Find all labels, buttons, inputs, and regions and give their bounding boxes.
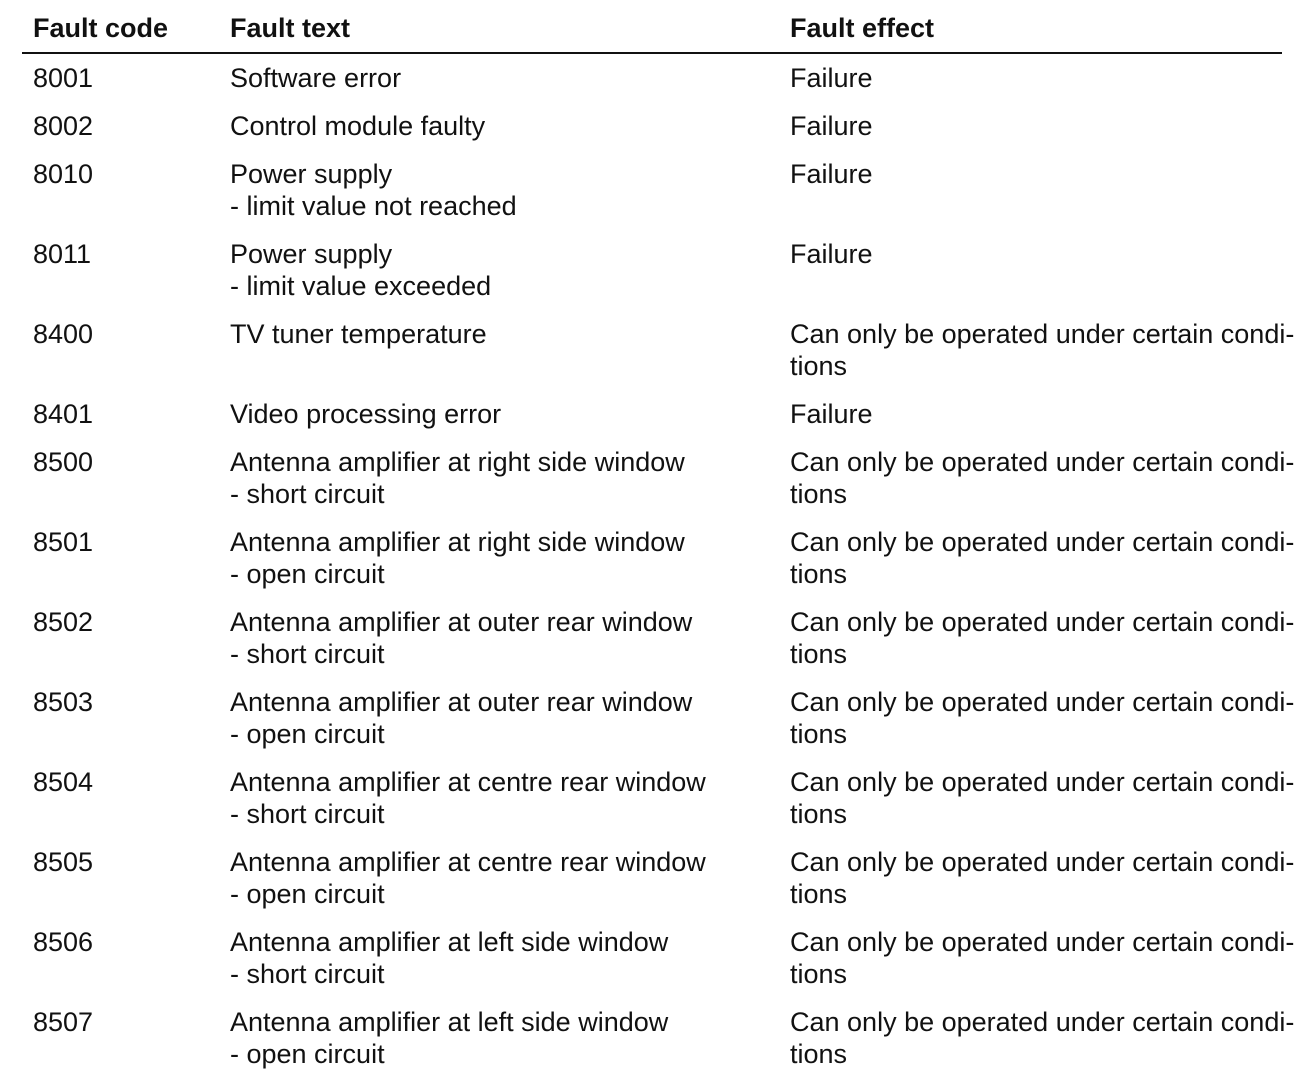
header-fault-code: Fault code xyxy=(33,13,169,43)
fault-text-line: - open circuit xyxy=(230,719,385,749)
fault-effect-line: Failure xyxy=(790,159,873,189)
fault-text-cell xyxy=(230,606,780,670)
fault-effect-cell xyxy=(790,110,1280,142)
fault-text-cell xyxy=(230,398,780,430)
fault-code-cell: 8505 xyxy=(33,847,94,877)
fault-effect-cell xyxy=(790,446,1295,510)
fault-text-cell xyxy=(230,766,780,830)
fault-code-cell: 8503 xyxy=(33,687,94,717)
table-row xyxy=(22,918,1295,998)
table-row xyxy=(22,230,1282,310)
fault-effect-line: Can only be operated under certain condi- xyxy=(790,1007,1295,1037)
fault-effect-line: Failure xyxy=(790,239,873,269)
fault-text-line: Antenna amplifier at right side window xyxy=(230,527,685,557)
fault-text-line: - open circuit xyxy=(230,559,385,589)
fault-text-line: TV tuner temperature xyxy=(230,319,487,349)
fault-effect-line: tions xyxy=(790,879,848,909)
fault-text-line: Software error xyxy=(230,63,402,93)
fault-text-line: Antenna amplifier at right side window xyxy=(230,447,685,477)
fault-effect-cell xyxy=(790,526,1295,590)
table-row xyxy=(22,310,1295,390)
fault-effect-line: tions xyxy=(790,479,848,509)
fault-text-line: Antenna amplifier at left side window xyxy=(230,927,669,957)
fault-effect-cell xyxy=(790,158,1280,190)
fault-text-line: Antenna amplifier at left side window xyxy=(230,1007,669,1037)
fault-effect-cell xyxy=(790,606,1295,670)
fault-code-cell: 8400 xyxy=(33,319,94,349)
fault-effect-line: Can only be operated under certain condi- xyxy=(790,607,1295,637)
fault-text-cell xyxy=(230,158,780,222)
fault-text-cell xyxy=(230,846,780,910)
fault-code-cell: 8001 xyxy=(33,63,94,93)
table-row xyxy=(22,758,1295,838)
fault-effect-line: tions xyxy=(790,559,848,589)
fault-text-cell xyxy=(230,110,780,142)
fault-effect-line: tions xyxy=(790,719,848,749)
fault-effect-line: Can only be operated under certain condi- xyxy=(790,767,1295,797)
fault-code-cell: 8502 xyxy=(33,607,94,637)
fault-code-cell: 8507 xyxy=(33,1007,94,1037)
fault-effect-cell xyxy=(790,398,1280,430)
table-header-row xyxy=(22,10,1282,54)
fault-text-line: Antenna amplifier at centre rear window xyxy=(230,847,706,877)
fault-code-cell: 8504 xyxy=(33,767,94,797)
table-row xyxy=(22,54,1282,102)
fault-effect-line: Failure xyxy=(790,63,873,93)
fault-effect-line: tions xyxy=(790,1039,848,1069)
fault-code-cell: 8010 xyxy=(33,159,94,189)
fault-text-cell xyxy=(230,686,780,750)
fault-code-cell: 8401 xyxy=(33,399,94,429)
fault-effect-line: Can only be operated under certain condi- xyxy=(790,527,1295,557)
fault-text-line: - open circuit xyxy=(230,879,385,909)
fault-text-line: Control module faulty xyxy=(230,111,486,141)
table-row xyxy=(22,438,1295,518)
fault-text-line: Antenna amplifier at outer rear window xyxy=(230,687,693,717)
fault-text-line: Antenna amplifier at outer rear window xyxy=(230,607,693,637)
fault-text-cell xyxy=(230,926,780,990)
table-row xyxy=(22,838,1295,918)
fault-effect-cell xyxy=(790,238,1280,270)
fault-text-line: - short circuit xyxy=(230,959,385,989)
fault-text-cell xyxy=(230,62,780,94)
fault-effect-line: Can only be operated under certain condi- xyxy=(790,319,1295,349)
fault-text-cell xyxy=(230,318,780,350)
header-fault-effect: Fault effect xyxy=(790,13,935,43)
fault-text-line: Power supply xyxy=(230,159,393,189)
fault-effect-cell xyxy=(790,846,1295,910)
fault-text-cell xyxy=(230,526,780,590)
fault-effect-line: tions xyxy=(790,959,848,989)
fault-effect-cell xyxy=(790,62,1280,94)
fault-code-cell: 8011 xyxy=(33,239,92,269)
fault-effect-line: Can only be operated under certain condi- xyxy=(790,447,1295,477)
fault-effect-line: Can only be operated under certain condi- xyxy=(790,847,1295,877)
fault-text-line: - short circuit xyxy=(230,799,385,829)
fault-effect-cell xyxy=(790,926,1295,990)
fault-text-line: - open circuit xyxy=(230,1039,385,1069)
fault-code-cell: 8002 xyxy=(33,111,94,141)
fault-text-line: - short circuit xyxy=(230,479,385,509)
fault-text-line: Antenna amplifier at centre rear window xyxy=(230,767,706,797)
table-row xyxy=(22,678,1295,758)
fault-effect-line: tions xyxy=(790,799,848,829)
table-row xyxy=(22,598,1295,678)
table-row xyxy=(22,518,1295,598)
table-row xyxy=(22,998,1295,1078)
fault-effect-line: Can only be operated under certain condi- xyxy=(790,687,1295,717)
fault-text-line: - short circuit xyxy=(230,639,385,669)
fault-code-cell: 8506 xyxy=(33,927,94,957)
fault-effect-cell xyxy=(790,1006,1295,1070)
fault-code-cell: 8500 xyxy=(33,447,94,477)
fault-text-cell xyxy=(230,238,780,302)
table-row xyxy=(22,150,1282,230)
fault-effect-cell xyxy=(790,318,1295,382)
fault-effect-line: Failure xyxy=(790,399,873,429)
fault-effect-line: tions xyxy=(790,639,848,669)
fault-text-cell xyxy=(230,446,780,510)
fault-text-line: Power supply xyxy=(230,239,393,269)
fault-effect-cell xyxy=(790,686,1295,750)
fault-text-line: - limit value exceeded xyxy=(230,271,492,301)
fault-effect-line: tions xyxy=(790,351,848,381)
table-row xyxy=(22,102,1282,150)
fault-effect-line: Failure xyxy=(790,111,873,141)
fault-code-cell: 8501 xyxy=(33,527,94,557)
fault-text-cell xyxy=(230,1006,780,1070)
fault-effect-line: Can only be operated under certain condi- xyxy=(790,927,1295,957)
header-fault-text: Fault text xyxy=(230,13,351,43)
table-row xyxy=(22,390,1282,438)
fault-text-line: Video processing error xyxy=(230,399,502,429)
fault-code-table xyxy=(22,10,1295,1078)
fault-effect-cell xyxy=(790,766,1295,830)
fault-text-line: - limit value not reached xyxy=(230,191,517,221)
